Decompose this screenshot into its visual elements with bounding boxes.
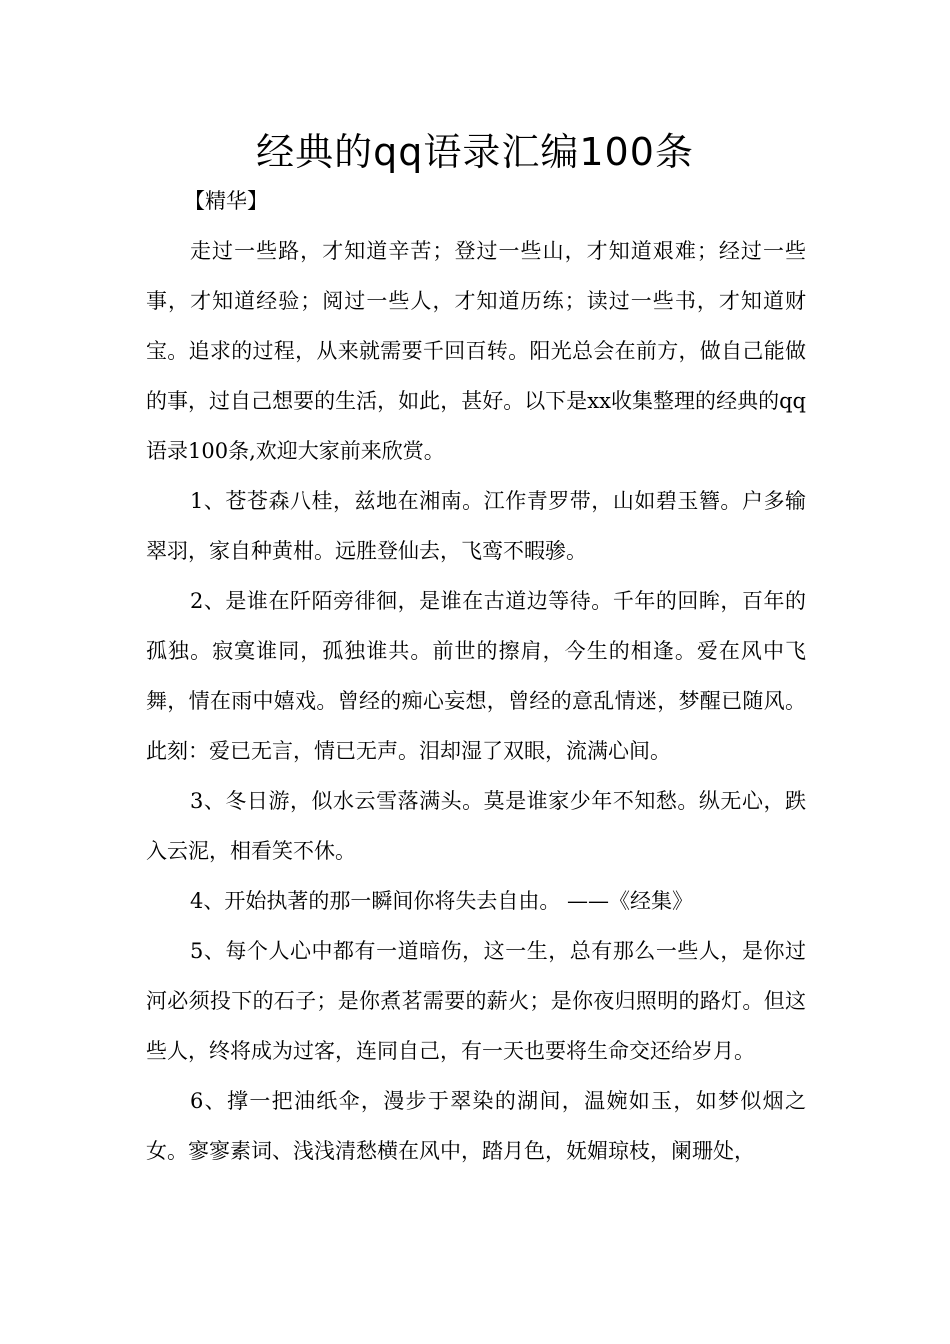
- quote-paragraph-3: 3、冬日游，似水云雪落满头。莫是谁家少年不知愁。纵无心，跌入云泥，相看笑不休。: [146, 789, 806, 863]
- quote-paragraph-1: 1、苍苍森八桂，兹地在湘南。江作青罗带，山如碧玉簪。户多输翠羽，家自种黄柑。远胜登仙去，飞鸾不暇骖。: [146, 489, 806, 563]
- essence-tag: 【精华】: [184, 189, 268, 213]
- intro-paragraph: 走过一些路，才知道辛苦；登过一些山，才知道艰难；经过一些事，才知道经验；阅过一些人，才知道历练；读过一些书，才知道财宝。追求的过程，从来就需要千回百转。阳光总会在前方，做自己能做的事，过自己想要的生活，如此，甚好。以下是xx收集整理的经典的qq语录100条,欢迎大家前来欣赏。: [146, 239, 806, 463]
- quote-paragraph-4: 4、开始执著的那一瞬间你将失去自由。 ——《经集》: [190, 889, 694, 913]
- quote-paragraph-2: 2、是谁在阡陌旁徘徊，是谁在古道边等待。千年的回眸，百年的孤独。寂寞谁同，孤独谁共。前世的擦肩，今生的相逢。爱在风中飞舞，情在雨中嬉戏。曾经的痴心妄想，曾经的意乱情迷，梦醒已随风。此刻：爱已无言，情已无声。泪却湿了双眼，流满心间。: [146, 589, 806, 763]
- quote-paragraph-6: 6、撑一把油纸伞，漫步于翠染的湖间，温婉如玉，如梦似烟之女。寥寥素词、浅浅清愁横在风中，踏月色，妩媚琼枝，阑珊处，: [146, 1089, 806, 1163]
- document-body: [146, 226, 806, 1176]
- document-title: 经典的qq语录汇编100条: [256, 130, 694, 174]
- quote-paragraph-5: 5、每个人心中都有一道暗伤，这一生，总有那么一些人，是你过河必须投下的石子；是你煮茗需要的薪火；是你夜归照明的路灯。但这些人，终将成为过客，连同自己，有一天也要将生命交还给岁月。: [146, 939, 806, 1063]
